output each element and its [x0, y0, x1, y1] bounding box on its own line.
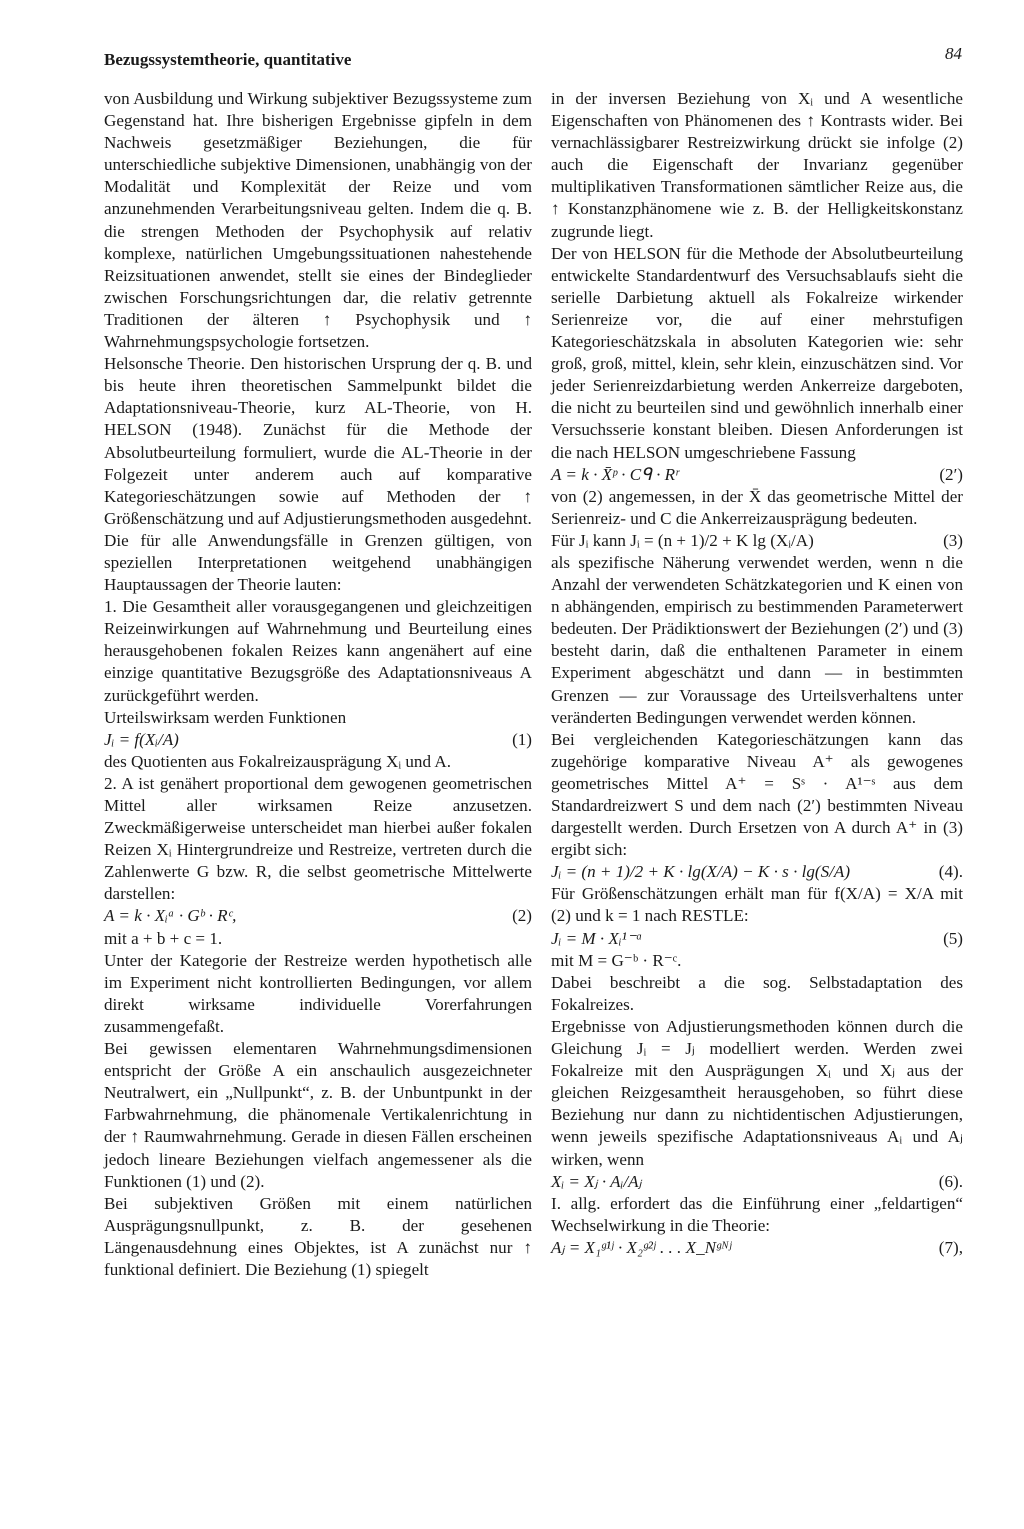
paragraph: Bei subjektiven Größen mit einem natürlichen Ausprägungsnullpunkt, z. B. der gesehenen Längenausdehnung eines Objektes, ist A zunächst nur ↑ funktional definiert. Die Beziehung (1) spiegelt — [104, 1193, 532, 1279]
right-column — [551, 88, 963, 1259]
equation-condition: mit M = G⁻ᵇ · R⁻ᶜ. — [551, 950, 682, 970]
paragraph: 2. A ist genähert proportional dem gewogenen geometrischen Mittel aller wirksamen Reize anzusetzen. Zweckmäßigerweise unterscheidet man hierbei außer fokalen Reizen Xᵢ Hintergrundreize und Restreize, vertreten durch die Zahlenwerte G bzw. R, die selbst geometrische Mittelwerte darstellen: — [104, 773, 532, 904]
equation-4 — [551, 861, 963, 883]
equation-expression: Jᵢ = (n + 1)/2 + K · lg(X/A) − K · s · lg(S/A) — [551, 862, 851, 882]
equation-7 — [551, 1237, 963, 1259]
equation-number: (6). — [938, 1171, 963, 1191]
equation-condition: mit a + b + c = 1. — [104, 928, 223, 948]
paragraph: Unter der Kategorie der Restreize werden hypothetisch alle im Experiment nicht kontrollierten Bedingungen, vor allem direkt wirksame individuelle Vorerfahrungen zusammengefaßt. — [104, 950, 532, 1036]
paragraph: Dabei beschreibt a die sog. Selbstadaptation des Fokalreizes. — [551, 972, 963, 1014]
equation-number: (7), — [938, 1237, 963, 1257]
page-number: 84 — [945, 44, 962, 63]
left-column — [104, 88, 532, 1281]
equation-expression: Xᵢ = Xⱼ · Aᵢ/Aⱼ — [551, 1171, 642, 1191]
equation-expression: Jᵢ = f(Xᵢ/A) — [104, 729, 179, 749]
equation-expression: Aⱼ = X₁ᵍ¹ʲ · X₂ᵍ²ʲ . . . X_Nᵍᴺʲ — [551, 1237, 732, 1257]
equation-6 — [551, 1171, 963, 1193]
paragraph: des Quotienten aus Fokalreizausprägung Xᵢ und A. — [104, 751, 451, 771]
equation-1 — [104, 729, 532, 751]
paragraph: Bei vergleichenden Kategorieschätzungen kann das zugehörige komparative Niveau A⁺ als gewogenes geometrisches Mittel A⁺ = Sˢ · A¹⁻ˢ aus dem Standardreizwert S und dem nach (2′) bestimmten Niveau dargestellt werden. Durch Ersetzen von A durch A⁺ in (3) ergibt sich: — [551, 729, 963, 860]
equation-number: (2′) — [939, 464, 963, 484]
equation-expression: A = k · Xᵢᵃ · Gᵇ · Rᶜ, — [104, 906, 237, 926]
equation-number: (1) — [512, 729, 532, 749]
equation-2 — [104, 905, 532, 927]
equation-number: (5) — [943, 928, 963, 948]
paragraph: in der inversen Beziehung von Xᵢ und A wesentliche Eigenschaften von Phänomenen des ↑ Kontrasts wider. Bei vernachlässigbarer Restreizwirkung drückt sie infolge (2) auch die Eigenschaft der Invarianz gegenüber multiplikativen Transformationen sämtlicher Reize aus, die ↑ Konstanzphänomene wie z. B. der Helligkeitskonstanz zugrunde liegt. — [551, 89, 963, 241]
equation-expression: A = k · X̄ᵖ · Cᑫ · Rʳ — [551, 464, 679, 484]
equation-5 — [551, 928, 963, 950]
equation-2-prime — [551, 464, 963, 486]
paragraph: Die für alle Anwendungsfälle in Grenzen gültigen, von speziellen Interpretationen weitgehend unabhängigen Hauptaussagen der Theorie lauten: — [104, 530, 532, 595]
equation-3 — [551, 530, 963, 552]
paragraph: Der von HELSON für die Methode der Absolutbeurteilung entwickelte Standardentwurf des Versuchsablaufs sieht die serielle Darbietung aktuell als Fokalreize wirkender Serienreize vor, die auf einer mehrstufigen Kategorieschätzskala in absoluten Kategorien wie: sehr groß, groß, mittel, klein, sehr klein, einzuschätzen sind. Vor jeder Serienreizdarbietung werden Ankerreize dargeboten, die nicht zu beurteilen sind und gewöhnlich innerhalb einer Versuchsserie konstant bleiben. Diesen Anforderungen ist die nach HELSON umgeschriebene Fassung — [551, 243, 963, 462]
paragraph: als spezifische Näherung verwendet werden, wenn n die Anzahl der verwendeten Schätzkategorien und K einen von n abhängenden, empirisch zu bestimmenden Parameterwert bedeuten. Der Prädiktionswert der Beziehungen (2′) und (3) besteht darin, daß die enthaltenen Parameter in einem Experiment abgeschätzt und dann — in bestimmten Grenzen — zur Voraussage des Urteilsverhaltens unter veränderten Bedingungen verwendet werden können. — [551, 552, 963, 727]
paragraph: I. allg. erfordert das die Einführung einer „feldartigen“ Wechselwirkung in die Theorie: — [551, 1193, 963, 1235]
paragraph: Ergebnisse von Adjustierungsmethoden können durch die Gleichung Jᵢ = Jⱼ modelliert werden. Werden zwei Fokalreize mit den Ausprägungen Xᵢ und Xⱼ aus der gleichen Reizgesamtheit herausgehoben, so führt diese Beziehung nur dann zu nichtidentischen Adjustierungen, wenn jeweils spezifische Adaptationsniveaus Aᵢ und Aⱼ wirken, wenn — [551, 1016, 963, 1169]
equation-expression: Jᵢ = M · Xᵢ¹⁻ᵅ — [551, 928, 643, 948]
paragraph: 1. Die Gesamtheit aller vorausgegangenen und gleichzeitigen Reizeinwirkungen auf Wahrnehmung und Beurteilung eines herausgehobenen fokalen Reizes kann angenähert auf eine einzige quantitative Bezugsgröße des Adaptationsniveaus A zurückgeführt werden. — [104, 597, 532, 705]
equation-expression: Für Jᵢ kann Jᵢ = (n + 1)/2 + K lg (Xᵢ/A) — [551, 530, 814, 550]
paragraph: Für Größenschätzungen erhält man für f(X/A) = X/A mit (2) und k = 1 nach RESTLE: — [551, 884, 963, 926]
equation-number: (2) — [512, 906, 532, 926]
paragraph: von (2) angemessen, in der X̄ das geometrische Mittel der Serienreiz- und C die Ankerreizausprägung bedeuten. — [551, 486, 963, 528]
paragraph: Bei gewissen elementaren Wahrnehmungsdimensionen entspricht der Größe A ein anschaulich ausgezeichneter Neutralwert, ein „Nullpunkt“, z. B. der Unbuntpunkt in der Farbwahrnehmung, die phänomenale Vertikalenrichtung in der ↑ Raumwahrnehmung. Gerade in diesen Fällen erscheinen jedoch lineare Beziehungen vielfach angemessener als die Funktionen (1) und (2). — [104, 1039, 532, 1191]
equation-number: (4). — [938, 862, 963, 882]
equation-number: (3) — [943, 530, 963, 550]
running-head: Bezugssystemtheorie, quantitative — [104, 50, 352, 69]
paragraph: Helsonsche Theorie. Den historischen Ursprung der q. B. und bis heute ihren theoretischen Sammelpunkt bildet die Adaptationsniveau-Theorie, kurz AL-Theorie, von H. HELSON (1948). Zunächst für die Methode der Absolutbeurteilung formuliert, wurde die AL-Theorie in der Folgezeit unter anderem auch auf komparative Kategorieschätzungen sowie auf Methoden der ↑ Größenschätzung und auf Adjustierungsmethoden ausgedehnt. — [104, 354, 532, 528]
paragraph: Urteilswirksam werden Funktionen — [104, 707, 347, 727]
paragraph: von Ausbildung und Wirkung subjektiver Bezugssysteme zum Gegenstand hat. Ihre bisherigen Ergebnisse gipfeln in dem Nachweis gesetzmäßiger Beziehungen, die für unterschiedliche subjektive Dimensionen, unabhängig von der Modalität und Komplexität der Reize und vom anzunehmenden Verarbeitungsniveau gelten. Indem die q. B. die strengen Methoden der Psychophysik auf relativ komplexe, natürlichen Umgebungssituationen nahestehende Reizsituationen anwendet, stellt sie eines der Bindeglieder zwischen Forschungsrichtungen dar, die relativ getrennte Traditionen der älteren ↑ Psychophysik und ↑ Wahrnehmungspsychologie fortsetzen. — [104, 89, 532, 352]
